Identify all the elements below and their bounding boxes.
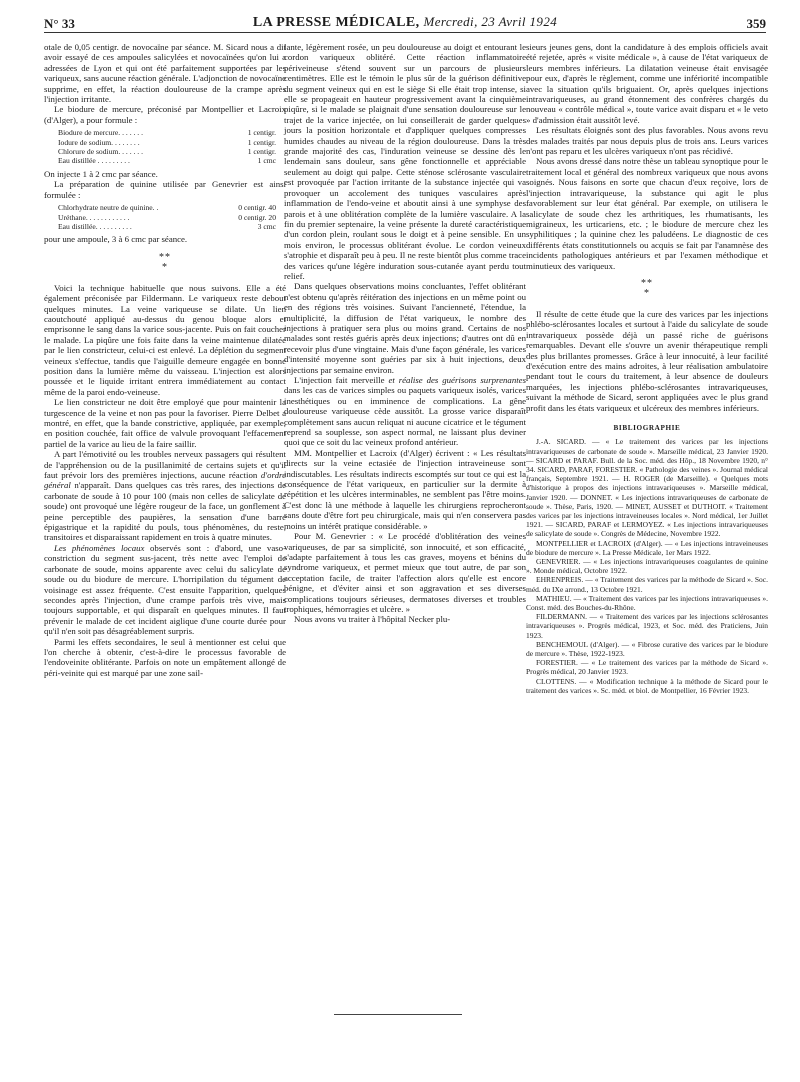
italic-run: d'ordre général	[44, 470, 286, 491]
ingredient-qty: 1 centigr.	[247, 147, 276, 157]
page-header	[44, 10, 766, 33]
text-run: n'apparaît. Dans quelques cas très rares, des injections de carbonate de soude à 10 pour 100 (mais non celles de salicylate de soude) ont provoqué une légère rougeur de la face, un gonflement à peine perceptible des paupières, la sensation d'une barre épigastrique et la rapidité du pouls, tous phénomènes, du reste, transitoires et disparaissant rapidement en trois à quatre minutes.	[44, 480, 286, 543]
ingredient-qty: 1 centigr.	[247, 128, 276, 138]
bibliography-heading: BIBLIOGRAPHIE	[613, 424, 681, 432]
paragraph: sieurs jeunes gens, dont la candidature à des emplois officiels avait été rejetée, après « visite médicale », à cause de l'état variqueux de leurs membres inférieurs. La dilatation veineuse était envisagée pour eux, d'après le règlement, comme une infériorité incompatible avec la situation qu'ils briguaient. Or, après quelques injections intravariqueuses, au grand étonnement des confrères chargés du nouveau « contrôle médical », toute varice avait disparu et « le veto » d'admission était aussitôt levé.	[526, 42, 768, 125]
issue-date: Mercredi, 23 Avril 1924	[423, 14, 558, 29]
ingredient-name: Eau distillée. . . . . . . . . .	[58, 221, 132, 231]
section-separator: ** *	[641, 277, 653, 299]
ingredient-name: Chlorure de sodium. . . . . . .	[58, 147, 143, 157]
paragraph	[44, 449, 286, 543]
column-1	[44, 42, 286, 678]
paragraph: Les résultats éloignés sont des plus favorables. Nous avons revu des malades traités par nous depuis plus de trois ans. Leurs varices n'ont pas reparu et les ulcères variqueux n'ont pas récidivé.	[526, 125, 768, 157]
bibliography-entry: MONTPELLIER et LACROIX (d'Alger). — « Les injections intraveineuses de biodure de mercure ». La Presse Médicale, 1er Mars 1922.	[526, 538, 768, 557]
formula-row	[58, 213, 286, 222]
formula-row	[58, 203, 286, 212]
paragraph: La préparation de quinine utilisée par Genevrier est ainsi formulée :	[44, 179, 286, 200]
italic-run: Les phénomènes locaux	[54, 542, 145, 553]
bibliography-entry: FILDERMANN. — « Traitement des varices par les injections sclérosantes intravariqueuses ». Progrès médical, 1923, et Soc. méd. des Praticiens, Juin 1923.	[526, 612, 768, 640]
paragraph	[44, 543, 286, 637]
formula-row	[58, 138, 286, 147]
paragraph: On injecte 1 à 2 cmc par séance.	[44, 168, 158, 179]
formula-row	[58, 222, 286, 231]
paragraph: otale de 0,05 centigr. de novocaïne par séance. M. Sicard nous a dit avoir essayé de ces ampoules salicylées et novocaïnées qu'on lui a adressées de Lyon et qui ont été parfaitement supportées par les variqueux, sans aucune réaction générale. L'adjonction de novocaïne supprime, en effet, la réaction douloureuse de la crampe après l'injection irritante.	[44, 42, 286, 105]
paragraph: Le biodure de mercure, préconisé par Montpellier et Lacroix (d'Alger), a pour formule :	[44, 104, 286, 125]
text-run: dans les cas de varices simples ou paquets variqueux isolés, varices inesthétiques ou en imminence de complications. La gêne douloureuse variqueuse cède aussitôt. La grosse varice disparaît complètement sans aucun reliquat ni aucune cicatrice et le tégument reprend sa souplesse, son aspect normal, ne laissant plus deviner quoi que ce soit du lac veineux profond antérieur.	[284, 385, 526, 448]
ingredient-name: Chlorhydrate neutre de quinine. .	[58, 203, 159, 213]
page-number: 359	[746, 16, 766, 31]
formula-quinine	[58, 203, 286, 231]
formula-row	[58, 156, 286, 165]
paragraph	[284, 375, 526, 448]
paragraph: Dans quelques observations moins concluantes, l'effet oblitérant n'est obtenu qu'après réitération des injections en un même point ou en des régions très voisines. Suivant l'ancienneté, l'étendue, la multiplicité, la diffusion de l'état variqueux, le nombre des injections à pratiquer sera plus ou moins grand. Certains de nos malades sont restés guéris après deux injections; d'autres ont dû en recevoir plus d'une vingtaine. Mais d'une façon générale, les varices d'intensité moyenne sont guéries par six à huit injections, deux injections par semaine environ.	[284, 281, 526, 375]
paragraph: Nous avons vu traiter à l'hôpital Necker plu-	[294, 614, 451, 625]
section-separator: ** *	[159, 251, 171, 273]
ingredient-name: Iodure de sodium. . . . . . . .	[58, 137, 140, 147]
ingredient-qty: 1 centigr.	[247, 137, 276, 147]
issue-number: N° 33	[44, 16, 75, 31]
text-run: L'injection fait merveille	[294, 375, 389, 385]
bibliography-entry: MATHIEU. — « Traitement des varices par les injections intravariqueuses ». Const. méd. des Bouches-du-Rhône.	[526, 593, 768, 613]
paragraph: Parmi les effets secondaires, le seul à mentionner est celui que l'on cherche à obtenir, c'est-à-dire le processus favorable de l'endoveinite oblitérante. Parfois on note un empâtement allongé de péri-veinite qui est marqué par une zone sail-	[44, 636, 286, 678]
bibliography-entry: BENCHEMOUL (d'Alger). — « Fibrose curative des varices par le biodure de mercure ». Thèse, 1922-1923.	[526, 639, 768, 659]
paragraph: Le lien constricteur ne doit être employé que pour maintenir la turgescence de la veine et non pas pour la favoriser. Pierre Delbet a montré, en effet, que la bande constrictive, appliquée, par exemple, en position couchée, fait office de valvule provoquant l'effacement partiel de la varice au lieu de la faire saillir.	[44, 397, 286, 449]
column-3	[526, 42, 768, 695]
bibliography-entry: EHRENPREIS. — « Traitement des varices par la méthode de Sicard ». Soc. méd. du IXe arrond., 13 Octobre 1921.	[526, 575, 768, 594]
formula-row	[58, 147, 286, 156]
paragraph: Nous avons dressé dans notre thèse un tableau synoptique pour le traitement local et général des nombreux variqueux que nous avons soignés. Nous faisons en sorte que chacun d'eux reçoive, lors de l'injection intravariqueuse, la substance qui agit le plus favorablement sur leur état général. Par exemple, on utilisera le salicylate de soude chez les arthritiques, les rhumatisants, les migraineux, les urticariens, etc. ; le biodure de mercure chez les syphilitiques ; la quinine chez les paludéens. Le diagnostic de ces différents états constitutionnels ou acquis se fait par l'anamnèse des incidents pathologiques antérieurs et par l'examen méthodique et minutieux des variqueux.	[526, 156, 768, 271]
paragraph: Voici la technique habituelle que nous suivons. Elle a été également préconisée par Fildermann. Le variqueux reste debout quelques minutes. La veine variqueuse se dilate. Un lien caoutchouté appliqué au-dessus du genou bloque alors et emprisonne le sang dans la varice sous-jacente. Puis on fait coucher le malade. La piqûre une fois faite dans la veine maintenue dilatée par le lien constricteur, celui-ci est enlevé. La déplétion du segment veineux s'effectue, tandis que l'aiguille demeure engagée en bonne position dans la lumière même du vaisseau. L'injection est alors poussée et le liquide irritant entrera immédiatement au contact même de la paroi endo-veineuse.	[44, 282, 286, 397]
text-run: observés sont : d'abord, une vaso-constriction du segment sus-jacent, très nette avec l'emploi de carbonate de soude, moins apparente avec celui du salicylate de soude ou du biodure de mercure. L'horripilation du tégument de voisinage est assez fréquente. C'est ensuite l'apparition, quelques secondes après l'injection, d'une crampe parfois très vive, mais toujours supportable, et qui disparaît en quelques minutes. Il faut prévenir le malade de cet incident aiglique d'une courte durée pour qu'il n'en soit pas désagréablement surpris.	[44, 542, 286, 637]
ingredient-name: Eau distillée . . . . . . . . .	[58, 156, 130, 166]
journal-name: LA PRESSE MÉDICALE,	[252, 15, 420, 30]
ingredient-qty: 0 centigr. 40	[238, 203, 276, 213]
italic-run: et réalise des guérisons surprenantes	[388, 375, 526, 385]
bibliography-entry: CLOTTENS. — « Modification technique à la méthode de Sicard pour le traitement des varices ». Sc. méd. et biol. de Montpellier, 16 Février 1923.	[526, 676, 768, 695]
formula-biodure	[58, 128, 286, 166]
paragraph: Pour M. Genevrier : « Le procédé d'oblitération des veines variqueuses, de par sa simplicité, son innocuité, et son efficacité, s'adapte parfaitement à tous les cas graves, moyens et bénins du syndrome variqueux, et permet mieux que tout autre, de par son acceptation facile, de traiter l'affection alors qu'elle est encore bénigne, et d'éviter ainsi et son aggravation et ses diverses complications toujours sérieuses, dermatoses diverses et troubles trophiques, hémorragies et ulcère. »	[284, 531, 526, 614]
paragraph: Il résulte de cette étude que la cure des varices par les injections phlébo-sclérosantes locales et surtout à l'aide du salicylate de soude intravariqueux possède déjà un passé riche de guérisons remarquables. Devant elle s'ouvre un avenir thérapeutique rempli des plus brillantes promesses. Grâce à leur innocuité, à leur facilité d'exécution entre des mains adroites, à leur réalisation ambulatoire pendant tout le cours du traitement, à leur absence de douleurs marquées, les injections phlébo-sclérosantes intravariqueuses, suivant la méthode de Sicard, seront appliquées avec le plus grand profit dans les états variqueux et ulcéreux des membres inférieurs.	[526, 308, 768, 413]
bibliography-entry: GENEVRIER. — « Les injections intravariqueuses coagulantes de quinine ». Monde médical, Octobre 1922.	[526, 557, 768, 576]
ingredient-qty: 0 centigr. 20	[238, 212, 276, 222]
paragraph: MM. Montpellier et Lacroix (d'Alger) écrivent : « Les résultats directs sur la veine ectasiée de l'injection intraveineuse sont indiscutables. Les résultats indirects escomptés sur tout ce qui est la conséquence de l'état variqueux, en particulier sur la dermite à répétition et les ulcères interminables, ne semblent pas l'être moins. C'est donc là une méthode à laquelle les chirurgiens reprocheront sans doute d'être fort peu chirurgicale, mais qui n'en conservera pas moins un intérêt pratique considérable. »	[284, 447, 526, 531]
ingredient-qty: 3 cmc	[257, 221, 276, 231]
formula-row	[58, 128, 286, 137]
end-rule	[334, 1014, 462, 1015]
paragraph: pour une ampoule, 3 à 6 cmc par séance.	[44, 234, 188, 245]
ingredient-qty: 1 cmc	[257, 156, 276, 166]
journal-title	[44, 14, 766, 31]
column-2	[284, 42, 526, 625]
bibliography-entry: J.-A. SICARD. — « Le traitement des varices par les injections intravariqueuses de carbonate de soude ». Marseille médical, 23 Janvier 1920. — SICARD et PARAF. Bull. de la Soc. méd. des Hôp., 18 Novembre 1920, n° 34. SICARD, PARAF, FORESTIER. « Pathologie des veines ». Journal médical français, Septembre 1921. — H. ROGER (de Marseille). « Quelques mots d'historique à propos des injections intravariqueuses ». Marseille médical, Janvier 1920. — DONNET. « Les injections intravariqueuses de carbonate de soude ». Thèse, Paris, 1920. — MINET, AUSSET et DUTHOIT. « Traitement des varices par les injections intraveineuses locales ». Nord médical, 1er Juillet 1921. — SICARD, PARAF et LERMOYEZ. « Les injections intravariqueuses de salicylate de soude ». Congrès de Médecine, Novembre 1922.	[526, 437, 768, 539]
ingredient-name: Biodure de mercure. . . . . . .	[58, 128, 143, 138]
ingredient-name: Uréthane. . . . . . . . . . . .	[58, 212, 130, 222]
text-run: A part l'émotivité ou les troubles nerveux passagers qui résultent de l'appréhension ou de la pusillanimité de certains sujets et qu'il faut prévoir lors des premières injections, aucune réaction	[44, 449, 286, 481]
bibliography-entry: FORESTIER. — « Le traitement des varices par la méthode de Sicard ». Progrès médical, 20 Janvier 1923.	[526, 658, 768, 677]
paragraph: lante, légèrement rosée, un peu douloureuse au doigt et entourant le cordon variqueux oblitéré. Cette réaction inflammatoire périveineuse s'étend souvent sur un parcours de plusieurs centimètres. Elle est le témoin le plus sûr de la guérison définitive du segment veineux qui en est le siège Si elle était trop intense, si elle se propageait en hauteur progressivement avant la cinquième piqûre, si le malade se plaignait d'une sensation douloureuse sur le trajet de la varice injectée, on lui conseillerait de garder quelques jours la position horizontale et d'appliquer quelques compresses humides chaudes au niveau de la région douloureuse. Dans la très grande majorité des cas, l'induration veineuse se dessine dès le lendemain sans douleur, sans gêne fonctionnelle et appréciable seulement au doigt qui palpe. Cette sténose sclérosante vasculaire est provoquée par l'action irritante de la substance injectée qui va provoquer un accolement des tuniques vasculaires après inflammation de l'endo-veine et aboutit ainsi à une symphyse des parois et à une oblitération complète de la lumière vasculaire. A la fin du premier septenaire, la veine présente la dureté caractéristique d'un cordon plein, roulant sous le doigt et à peine sensible. En un mois environ, le processus oblitérant évolue. Le cordon veineux s'atrophie et disparaît peu à peu. Il ne reste bientôt plus comme trace des varices qu'une légère induration sous-cutanée ayant perdu tout relief.	[284, 42, 526, 281]
